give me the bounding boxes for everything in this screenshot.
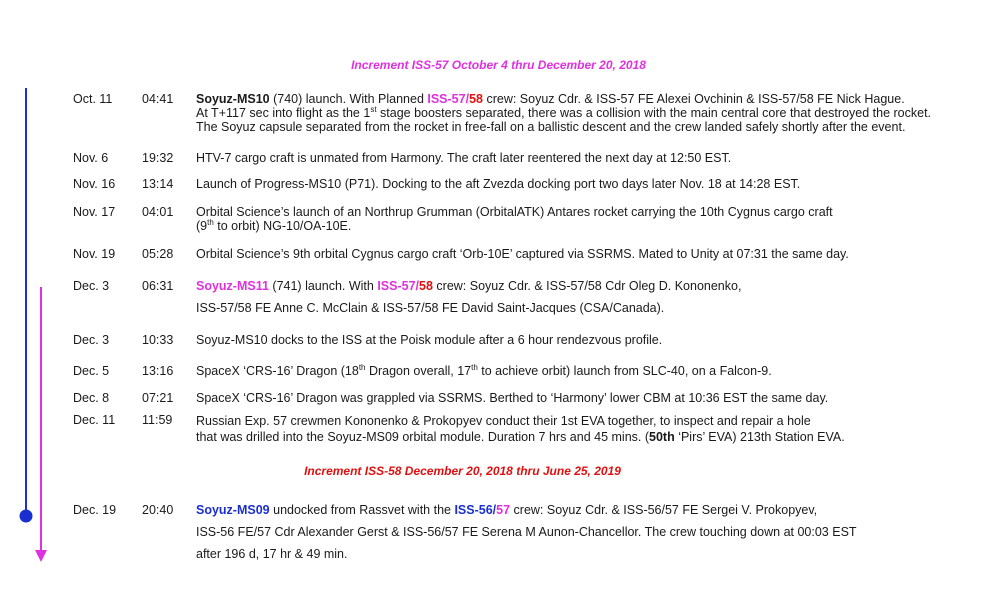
event-date: Dec. 8	[73, 391, 110, 405]
event-time: 05:28	[142, 247, 174, 261]
event-time: 19:32	[142, 151, 174, 165]
event-description: Russian Exp. 57 crewmen Kononenko & Prokopyev conduct their 1st EVA together, to inspect and repair a hole that was drilled into the Soyuz-MS09 orbital module. Duration 7 hrs and 45 mins. (50th ‘Pirs’ EVA) 213th Station EVA.	[196, 414, 845, 444]
event-date: Dec. 3	[73, 279, 110, 293]
event-date: Dec. 19	[73, 503, 117, 517]
event-description: Orbital Science’s 9th orbital Cygnus cargo craft ‘Orb-10E’ captured via SSRMS. Mated to Unity at 07:31 the same day.	[196, 247, 849, 261]
event-time: 06:31	[142, 279, 174, 293]
increment-58-header: Increment ISS-58 December 20, 2018 thru June 25, 2019	[304, 464, 621, 478]
event-description: SpaceX ‘CRS-16’ Dragon (18th Dragon overall, 17th to achieve orbit) launch from SLC-40, on a Falcon-9.	[196, 362, 772, 378]
event-date: Nov. 6	[73, 151, 109, 165]
event-time: 13:14	[142, 177, 174, 191]
event-date: Dec. 11	[73, 413, 116, 427]
iss57-end-marker	[20, 510, 33, 523]
increment-tag: ISS-56	[454, 503, 493, 517]
event-description: Orbital Science’s launch of an Northrup Grumman (OrbitalATK) Antares rocket carrying the 10th Cygnus cargo craft (9th to orbit) NG-10/OA-10E.	[196, 205, 833, 233]
event-description: Soyuz-MS10 (740) launch. With Planned ISS-57/58 crew: Soyuz Cdr. & ISS-57 FE Alexei Ovchinin & ISS-57/58 FE Nick Hague. At T+117 sec into flight as the 1st stage boosters separated, there was a collision with the main central core that destroyed the rocket. The Soyuz capsule separated from the rocket in free-fall on a ballistic descent and the crew landed safely shortly after the event.	[196, 92, 932, 134]
event-date: Oct. 11	[73, 92, 113, 106]
increment-57-header: Increment ISS-57 October 4 thru December 20, 2018	[351, 58, 646, 72]
event-description: Soyuz-MS09 undocked from Rassvet with the ISS-56/57 crew: Soyuz Cdr. & ISS-56/57 FE Sergei V. Prokopyev, ISS-56 FE/57 Cdr Alexander Gerst & ISS-56/57 FE Serena M Aunon-Chancellor. The crew touching down at 00:03 EST after 196 d, 17 hr & 49 min.	[196, 503, 857, 561]
event-time: 10:33	[142, 333, 174, 347]
iss58-arrowhead	[35, 550, 47, 562]
increment-tag: ISS-57	[427, 92, 466, 106]
increment-tag: 58	[419, 279, 433, 293]
increment-tag: 57	[496, 503, 511, 517]
event-time: 11:59	[142, 413, 173, 427]
event-description: Soyuz-MS11 (741) launch. With ISS-57/58 crew: Soyuz Cdr. & ISS-57/58 Cdr Oleg D. Kononenko, ISS-57/58 FE Anne C. McClain & ISS-57/58 FE David Saint-Jacques (CSA/Canada).	[196, 279, 742, 315]
event-time: 13:16	[142, 364, 174, 378]
event-date: Dec. 5	[73, 364, 110, 378]
event-time: 04:01	[142, 205, 174, 219]
event-description: Launch of Progress-MS10 (P71). Docking to the aft Zvezda docking port two days later Nov. 18 at 14:28 EST.	[196, 177, 801, 191]
event-time: 20:40	[142, 503, 174, 517]
vehicle-name: Soyuz-MS11	[196, 279, 269, 293]
increment-tag: ISS-57	[377, 279, 416, 293]
vehicle-name: Soyuz-MS10	[196, 92, 270, 106]
event-date: Nov. 16	[73, 177, 116, 191]
event-date: Nov. 17	[73, 205, 116, 219]
event-time: 04:41	[142, 92, 174, 106]
event-description: Soyuz-MS10 docks to the ISS at the Poisk module after a 6 hour rendezvous profile.	[196, 333, 663, 347]
event-time: 07:21	[142, 391, 174, 405]
event-date: Nov. 19	[73, 247, 116, 261]
event-date: Dec. 3	[73, 333, 110, 347]
increment-tag: 58	[469, 92, 483, 106]
event-description: SpaceX ‘CRS-16’ Dragon was grappled via SSRMS. Berthed to ‘Harmony’ lower CBM at 10:36 EST the same day.	[196, 391, 829, 405]
event-description: HTV-7 cargo craft is unmated from Harmony. The craft later reentered the next day at 12:50 EST.	[196, 151, 732, 165]
vehicle-name: Soyuz-MS09	[196, 503, 270, 517]
